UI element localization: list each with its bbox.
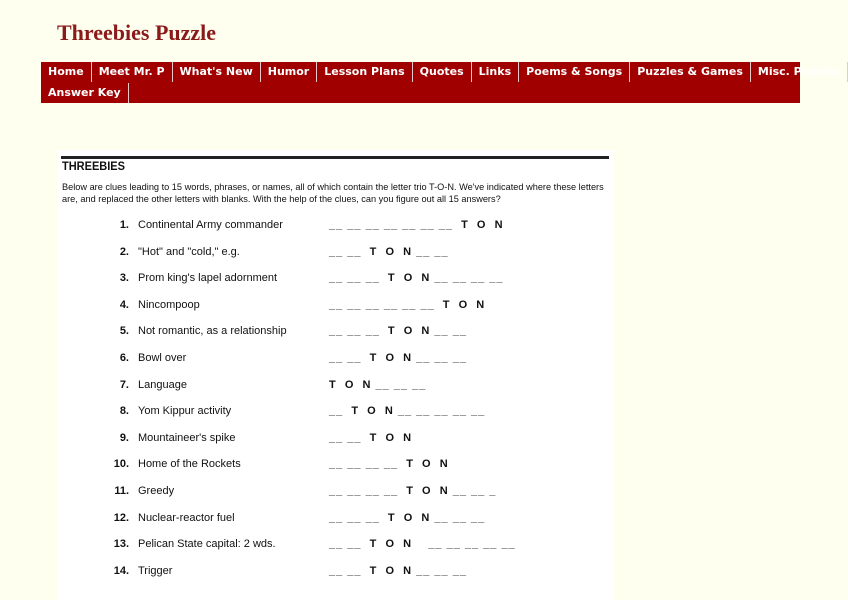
clue-text: Pelican State capital: 2 wds. bbox=[138, 538, 276, 551]
clue-text: Greedy bbox=[138, 485, 175, 497]
clue-number: 3. bbox=[119, 272, 129, 285]
nav-misc-puzzles[interactable]: Misc. Puzzles bbox=[751, 62, 848, 82]
clue-number: 13. bbox=[113, 538, 129, 551]
clue-text: Not romantic, as a relationship bbox=[138, 325, 287, 338]
clue-answer-blanks: __ __ __ __ T O N bbox=[329, 458, 449, 471]
clue-text: Prom king's lapel adornment bbox=[138, 272, 278, 285]
clue-row bbox=[57, 243, 614, 263]
clue-row bbox=[57, 402, 614, 422]
clue-answer-blanks: __ __ T O N __ __ bbox=[329, 245, 449, 258]
heading-rule bbox=[61, 156, 609, 159]
clue-text: Bowl over bbox=[138, 352, 187, 364]
clue-answer-blanks: __ T O N __ __ __ __ __ bbox=[329, 405, 486, 418]
clue-row bbox=[57, 269, 614, 289]
clue-number: 10. bbox=[113, 458, 129, 471]
site-title: Threebies Puzzle bbox=[57, 20, 217, 45]
nav-quotes[interactable]: Quotes bbox=[413, 62, 472, 82]
nav-row-2 bbox=[41, 83, 800, 103]
nav-puzzles-games[interactable]: Puzzles & Games bbox=[630, 62, 751, 82]
main-nav bbox=[41, 62, 841, 103]
nav-meet-mr-p[interactable]: Meet Mr. P bbox=[92, 62, 173, 82]
clue-text: Language bbox=[138, 378, 187, 391]
nav-whats-new[interactable]: What's New bbox=[173, 62, 261, 82]
clue-text: "Hot" and "cold," e.g. bbox=[138, 245, 240, 258]
clue-answer-blanks: __ __ T O N bbox=[329, 431, 413, 444]
clue-answer-blanks: __ __ __ __ T O N __ __ _ bbox=[329, 485, 497, 497]
nav-poems-songs[interactable]: Poems & Songs bbox=[519, 62, 630, 82]
clue-row bbox=[57, 216, 614, 236]
nav-links[interactable]: Links bbox=[472, 62, 519, 82]
nav-row-1 bbox=[41, 62, 841, 82]
clue-number: 5. bbox=[119, 325, 129, 338]
clue-answer-blanks: __ __ T O N __ __ __ __ __ bbox=[329, 538, 516, 551]
clue-number: 9. bbox=[119, 431, 129, 444]
clue-text: Trigger bbox=[138, 564, 173, 577]
nav-home[interactable]: Home bbox=[41, 62, 92, 82]
clue-number: 7. bbox=[119, 378, 129, 391]
clue-answer-blanks: __ __ __ T O N __ __ __ bbox=[329, 511, 486, 524]
clue-number: 1. bbox=[119, 219, 129, 231]
clue-text: Nuclear-reactor fuel bbox=[138, 511, 235, 524]
clue-number: 2. bbox=[119, 245, 129, 258]
nav-humor[interactable]: Humor bbox=[261, 62, 317, 82]
clue-row bbox=[57, 509, 614, 529]
puzzle-intro: Below are clues leading to 15 words, phrases, or names, all of which contain the letter trio T-O-N. We've indicated where these letters are, and replaced the other letters with blanks. With the help of the clues, can you figure out all 15 answers? bbox=[62, 182, 604, 204]
clue-row bbox=[57, 562, 614, 582]
clue-answer-blanks: __ __ __ __ __ __ __ T O N bbox=[329, 219, 504, 231]
clue-number: 12. bbox=[113, 511, 129, 524]
clue-row bbox=[57, 535, 614, 555]
clue-row bbox=[57, 482, 614, 502]
clue-text: Continental Army commander bbox=[138, 219, 283, 231]
clue-number: 4. bbox=[119, 298, 129, 311]
clue-number: 14. bbox=[113, 564, 129, 577]
clue-number: 6. bbox=[119, 352, 129, 364]
clue-answer-blanks: __ __ __ __ __ __ T O N bbox=[329, 298, 486, 311]
nav-lesson-plans[interactable]: Lesson Plans bbox=[317, 62, 412, 82]
clue-row bbox=[57, 322, 614, 342]
clue-answer-blanks: T O N __ __ __ bbox=[329, 378, 427, 391]
clue-answer-blanks: __ __ __ T O N __ __ bbox=[329, 325, 467, 338]
clue-text: Nincompoop bbox=[138, 298, 200, 311]
nav-answer-key[interactable]: Answer Key bbox=[41, 83, 129, 103]
clue-text: Mountaineer's spike bbox=[138, 431, 236, 444]
puzzle-heading: THREEBIES bbox=[62, 160, 125, 174]
clue-number: 8. bbox=[119, 405, 129, 418]
clue-answer-blanks: __ __ T O N __ __ __ bbox=[329, 352, 467, 364]
clue-row bbox=[57, 296, 614, 316]
clue-number: 11. bbox=[114, 485, 129, 497]
puzzle-image bbox=[57, 150, 614, 600]
clue-answer-blanks: __ __ __ T O N __ __ __ __ bbox=[329, 272, 504, 285]
clue-row bbox=[57, 376, 614, 396]
clue-row bbox=[57, 349, 614, 369]
clue-row bbox=[57, 455, 614, 475]
clue-answer-blanks: __ __ T O N __ __ __ bbox=[329, 564, 467, 577]
clue-text: Home of the Rockets bbox=[138, 458, 241, 471]
clue-text: Yom Kippur activity bbox=[138, 405, 232, 418]
clue-row bbox=[57, 429, 614, 449]
